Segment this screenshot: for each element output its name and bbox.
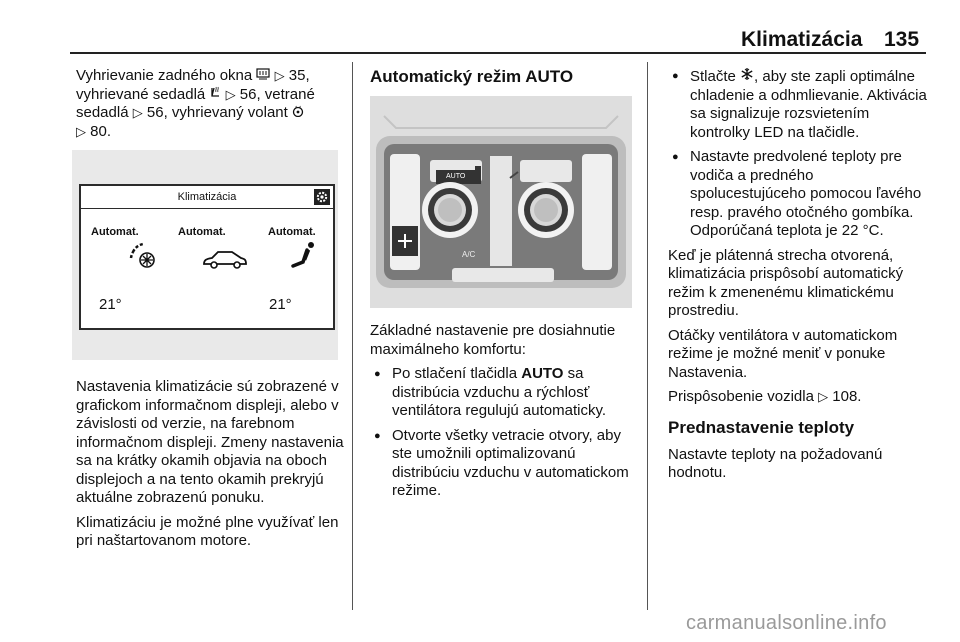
left-temperature: 21° [99,296,122,313]
vehicle-personalisation-paragraph [668,388,928,407]
column-divider-right [647,62,648,610]
bullet-auto-pre: Po stlačení tlačidla [392,365,518,382]
column-divider-left [352,62,353,610]
heated-steering-wheel-icon [292,105,304,117]
auto-button-label: AUTO [446,173,466,180]
left-column-body [76,378,344,557]
bullet-cooling-pre: Stlačte [690,68,736,85]
left-mode-label: Automat. [91,226,139,238]
auto-button-name: AUTO [521,365,564,382]
control-panel-illustration [370,96,632,308]
preset-temperature-paragraph: Nastavte teploty na požadovanú hodnotu. [668,445,883,481]
bullet-cooling [668,67,928,142]
snowflake-icon [740,67,754,81]
climate-display-figure [72,150,338,360]
ref-108: 108. [832,388,862,405]
display-screen [79,184,335,330]
header-rule [70,52,926,54]
reference-arrow-icon: ▷ [132,105,143,120]
rear-window-text: Vyhrievanie zadného okna [76,67,253,84]
display-info-paragraph: Nastavenia klimatizácie sú zobrazené v grafickom informačnom displeji, alebo v závislosti od verzie, na farebnom informačnom displeji. Zmeny nastavenia sa na krátky okamih objavia na oboch displejoch a na tento okamih prekryjú aktuálne zobrazenú ponuku. [76,378,344,506]
watermark: carmanualsonline.info [686,612,887,634]
middle-column-body [370,322,636,507]
ref-35: 35, [288,67,310,84]
left-column [76,67,344,147]
ref-80: 80. [90,122,112,140]
bullet-cooling-post: , aby ste zapli optimálne chladenie a odhmlievanie. Aktivácia sa signalizuje rozsvietením kontrolky LED na tlačidle. [690,68,927,141]
car-airflow-icon [201,248,249,270]
reference-arrow-icon: ▷ [225,86,236,102]
personalisation-text: Prispôsobenie vozidla [668,388,814,405]
reference-arrow-icon: ▷ [274,68,285,83]
bullet-auto [370,365,636,421]
right-mode-label: Automat. [268,226,316,238]
bullet-temperature: ● Nastavte predvolené teploty pre vodiča a predného spolucestujúceho pomocou ľavého resp. pravého otočného gombíka. Odporúčaná teplota je 22 °C. [668,148,928,241]
settings-gear-icon [314,189,330,205]
screen-title: Klimatizácia [81,186,333,209]
bullet-vents: ● Otvorte všetky vetracie otvory, aby ste umožnili optimalizovanú distribúciu vzduchu v automatickom režime. [370,427,636,501]
fan-speed-paragraph: Otáčky ventilátora v automatickom režime je možné meniť v ponuke Nastavenia. [668,326,898,381]
reference-arrow-icon: ▷ [76,123,86,139]
bullet-auto-post: sa distribúcia vzduchu a rýchlosť ventilátora regulujú automaticky. [392,365,606,419]
basic-setting-paragraph: Základné nastavenie pre dosiahnutie maximálneho komfortu: [370,322,616,358]
vented-seats-text: sedadlá [76,104,129,121]
heated-seat-icon [209,86,221,99]
ref-56b: 56, vyhrievaný volant [146,104,288,121]
right-column [668,67,928,489]
reference-arrow-icon: ▷ [818,389,829,404]
fan-icon [129,242,159,272]
ac-button-label: A/C [462,250,476,259]
auto-mode-heading: Automatický režim AUTO [370,67,574,86]
convertible-paragraph: Keď je plátenná strecha otvorená, klimatizácia prispôsobí automatický režim k zmenenému klimatickému prostrediu. [668,246,904,319]
middle-column-heading-wrap [370,66,634,87]
center-mode-label: Automat. [178,226,226,238]
control-panel-figure [370,96,632,308]
engine-running-paragraph: Klimatizáciu je možné plne využívať len pri naštartovanom motore. [76,513,339,549]
page-number: 135 [884,28,920,51]
page-title: Klimatizácia [741,28,863,51]
seat-airflow-icon [289,240,317,270]
rear-defrost-icon [256,68,270,80]
intro-paragraph [76,67,344,141]
heated-seats-text: vyhrievané sedadlá [76,85,206,103]
ref-56a: 56, vetrané [239,85,315,103]
right-temperature: 21° [269,296,292,313]
preset-temperature-heading: Prednastavenie teploty [668,417,855,437]
